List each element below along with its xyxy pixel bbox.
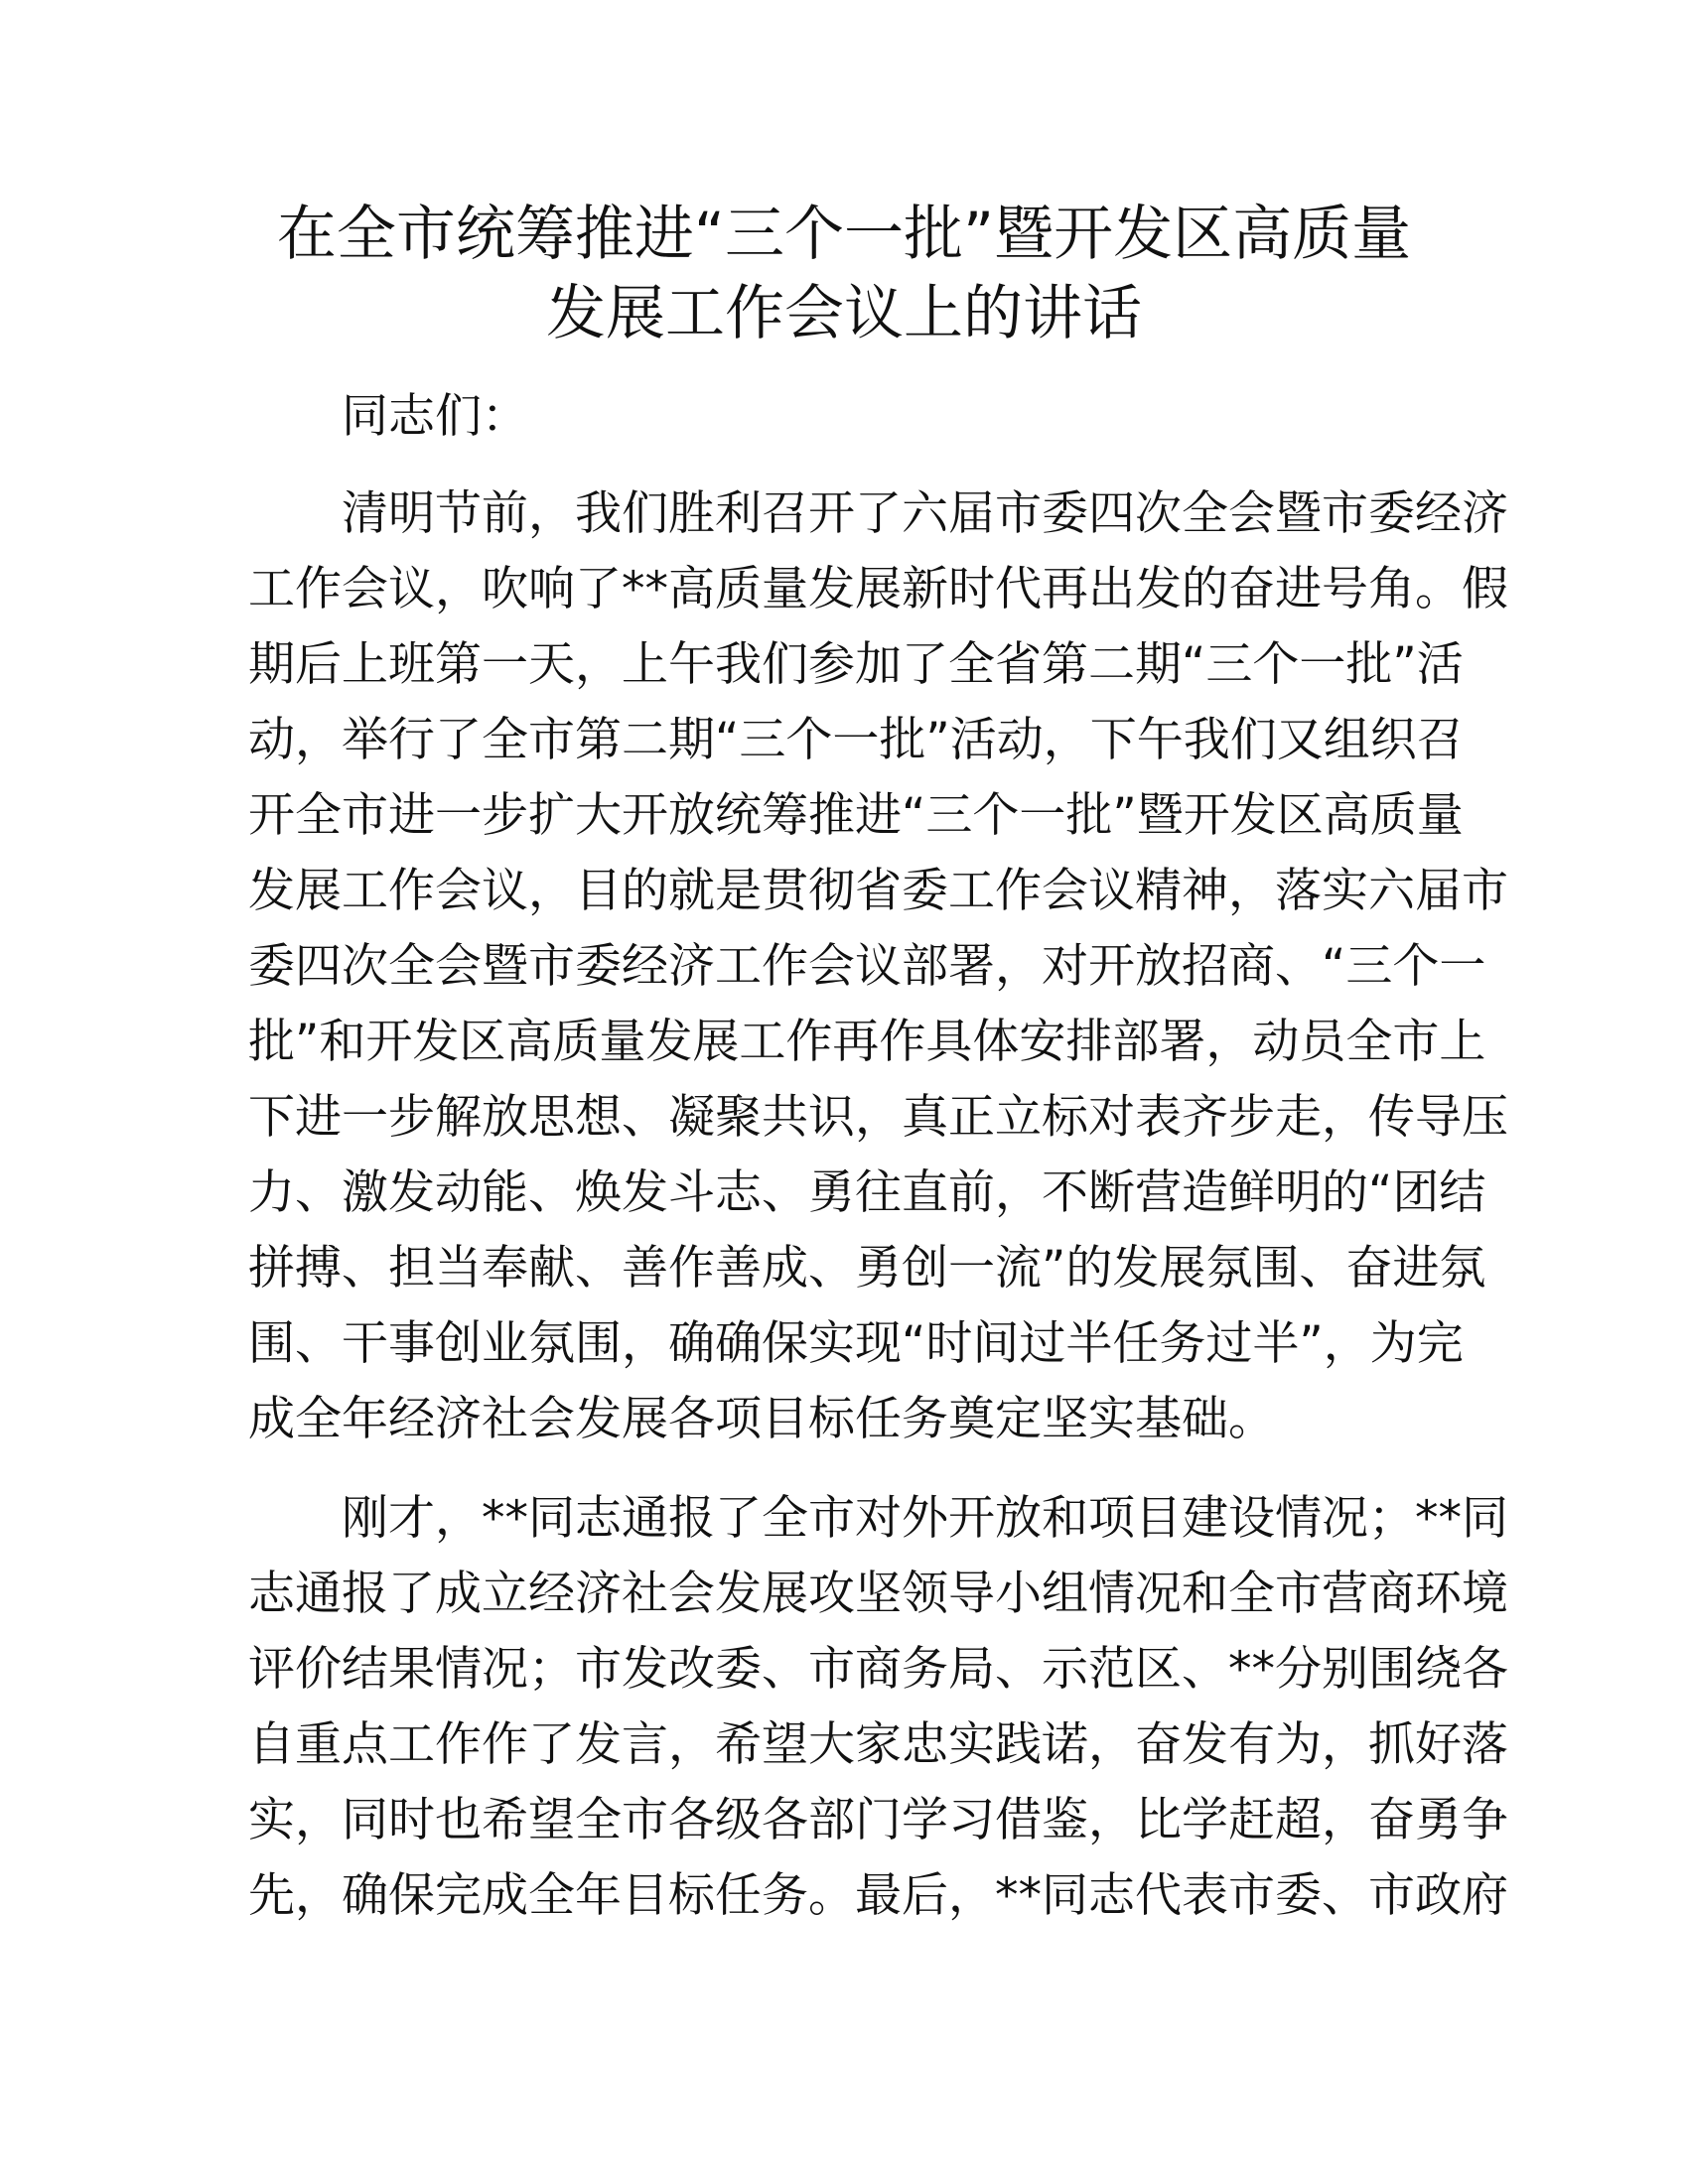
paragraph-line: 力、激发动能、焕发斗志、勇往直前，不断营造鲜明的“团结 <box>248 1165 1486 1220</box>
paragraph-line: 下进一步解放思想、凝聚共识，真正立标对表齐步走，传导压 <box>248 1090 1508 1145</box>
paragraph-line: 工作会议，吹响了**高质量发展新时代再出发的奋进号角。假 <box>248 562 1508 616</box>
paragraph-line: 先，确保完成全年目标任务。最后，**同志代表市委、市政府 <box>248 1868 1508 1923</box>
salutation: 同志们： <box>342 389 528 444</box>
paragraph-line: 围、干事创业氛围，确确保实现“时间过半任务过半”，为完 <box>248 1316 1464 1371</box>
paragraph-line: 动，举行了全市第二期“三个一批”活动，下午我们又组织召 <box>248 713 1464 767</box>
paragraph-line: 成全年经济社会发展各项目标任务奠定坚实基础。 <box>248 1392 1275 1446</box>
paragraph-line: 拼搏、担当奉献、善作善成、勇创一流”的发展氛围、奋进氛 <box>248 1241 1486 1296</box>
paragraph-line: 期后上班第一天，上午我们参加了全省第二期“三个一批”活 <box>248 637 1464 692</box>
paragraph-line: 刚才，**同志通报了全市对外开放和项目建设情况；**同 <box>342 1491 1508 1546</box>
title-line: 在全市统筹推进“三个一批”暨开发区高质量 <box>276 200 1412 269</box>
title-line: 发展工作会议上的讲话 <box>546 279 1142 348</box>
paragraph-1 <box>248 477 1508 1457</box>
paragraph-line: 志通报了成立经济社会发展攻坚领导小组情况和全市营商环境 <box>248 1567 1508 1621</box>
paragraph-line: 自重点工作作了发言，希望大家忠实践诺，奋发有为，抓好落 <box>248 1717 1508 1772</box>
paragraph-line: 开全市进一步扩大开放统筹推进“三个一批”暨开发区高质量 <box>248 788 1464 843</box>
paragraph-line: 实，同时也希望全市各级各部门学习借鉴，比学赶超，奋勇争 <box>248 1793 1508 1847</box>
paragraph-line: 评价结果情况；市发改委、市商务局、示范区、**分别围绕各 <box>248 1642 1508 1697</box>
paragraph-line: 发展工作会议，目的就是贯彻省委工作会议精神，落实六届市 <box>248 864 1508 918</box>
document-page <box>248 195 1508 1934</box>
paragraph-line: 委四次全会暨市委经济工作会议部署，对开放招商、“三个一 <box>248 939 1486 994</box>
paragraph-line: 批”和开发区高质量发展工作再作具体安排部署，动员全市上 <box>248 1015 1486 1069</box>
paragraph-line: 清明节前，我们胜利召开了六届市委四次全会暨市委经济 <box>342 486 1508 541</box>
paragraph-2 <box>248 1481 1508 1934</box>
document-title <box>248 195 1440 353</box>
